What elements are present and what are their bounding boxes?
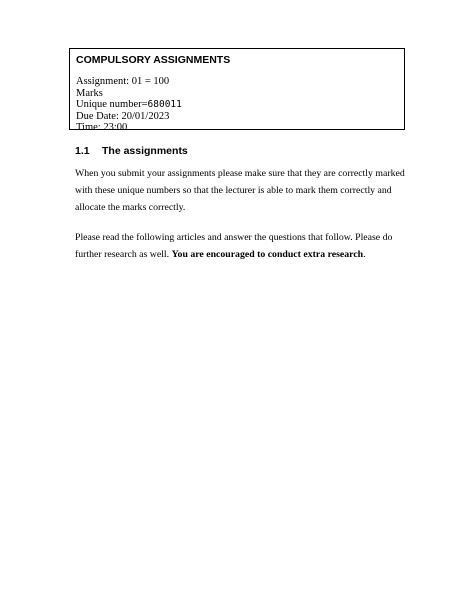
assignment-info-box [69, 48, 405, 134]
marks-line: Marks [76, 87, 103, 99]
unique-number-line [76, 99, 398, 111]
unique-number-value: 680011 [147, 99, 182, 111]
due-date-line: Due Date: 20/01/2023 [76, 110, 170, 122]
paragraph-research-text: Please read the following articles and answer the questions that follow. Please do further research as well. [75, 232, 393, 260]
section-title: The assignments [102, 145, 188, 157]
assignment-line: Assignment: 01 = 100 [76, 76, 170, 87]
paragraph-research-end: . [363, 249, 366, 260]
section-heading [75, 145, 188, 158]
paragraph-research-emphasis: You are encouraged to conduct extra research [171, 249, 364, 260]
paragraph-submission: When you submit your assignments please make sure that they are correctly marked with these unique numbers so that the lecturer is able to mark them correctly and allocate the marks correctly. [75, 168, 405, 213]
box-title: COMPULSORY ASSIGNMENTS [76, 54, 231, 66]
paragraph-research [75, 229, 410, 263]
section-number: 1.1 [75, 145, 90, 157]
time-line: Time: 23:00 [76, 122, 128, 134]
unique-number-label: Unique number= [76, 99, 148, 111]
